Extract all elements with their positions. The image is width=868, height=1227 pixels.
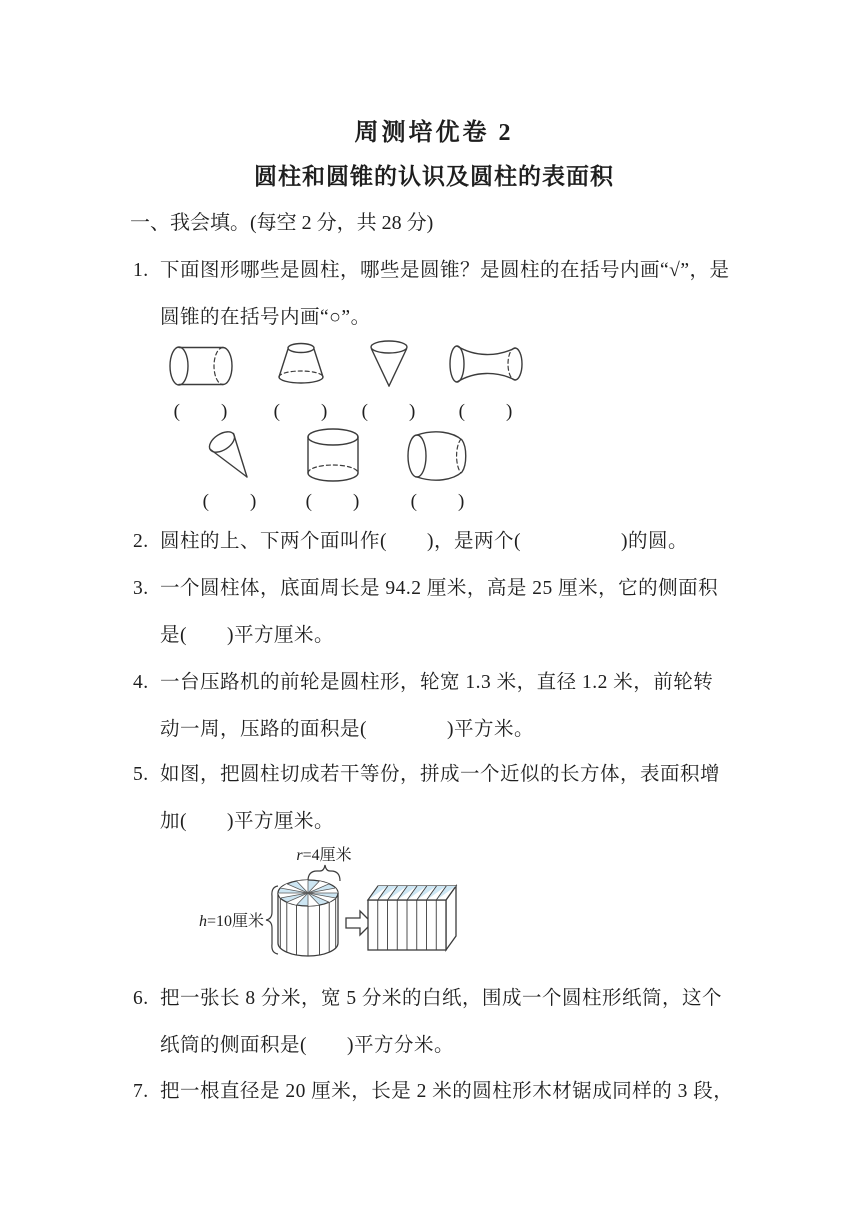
inverted-cone-figure [369, 340, 409, 388]
question-6-text: 把一张长 8 分米，宽 5 分米的白纸，围成一个圆柱形纸筒，这个 [160, 988, 723, 1009]
sector-disc [278, 880, 338, 906]
question-1-text: 下面图形哪些是圆柱，哪些是圆锥？是圆柱的在括号内画“√”，是 [160, 260, 730, 281]
answer-parentheses: ( ) [410, 491, 466, 512]
question-4-line-1 [133, 666, 713, 694]
cylinder-to-cuboid-figure [170, 836, 510, 968]
question-7-text: 把一根直径是 20 厘米，长是 2 米的圆柱形木材锯成同样的 3 段， [160, 1081, 734, 1102]
question-3-number: 3. [133, 578, 149, 599]
question-3-line-1 [133, 572, 718, 600]
radius-bracket [308, 865, 340, 881]
answer-parentheses: ( ) [273, 401, 329, 422]
question-4-line-2: 动一周，压路的面积是( )平方米。 [160, 719, 534, 740]
question-3-line-2: 是( )平方厘米。 [160, 625, 334, 646]
question-4-number: 4. [133, 672, 149, 693]
answer-parentheses: ( ) [202, 491, 258, 512]
page-subtitle: 圆柱和圆锥的认识及圆柱的表面积 [254, 164, 614, 189]
question-1-line-1 [133, 254, 730, 282]
question-6-line-1 [133, 982, 722, 1010]
question-1-line-2: 圆锥的在括号内画“○”。 [160, 307, 371, 328]
question-2-line-1 [133, 525, 688, 553]
barrel-figure [407, 430, 469, 482]
question-6-number: 6. [133, 988, 149, 1009]
section-heading: 一、我会填。(每空 2 分，共 28 分) [130, 212, 434, 234]
tilted-cone-figure [207, 428, 253, 480]
question-5-text: 如图，把圆柱切成若干等份，拼成一个近似的长方体，表面积增 [160, 764, 721, 785]
question-5-line-1 [133, 758, 720, 786]
question-6-line-2: 纸筒的侧面积是( )平方分米。 [160, 1035, 454, 1056]
question-3-text: 一个圆柱体，底面周长是 94.2 厘米，高是 25 厘米，它的侧面积 [160, 578, 719, 599]
wedge-cuboid [368, 886, 456, 950]
question-5-line-2: 加( )平方厘米。 [160, 811, 334, 832]
upright-cylinder-figure [306, 428, 360, 482]
answer-parentheses: ( ) [305, 491, 361, 512]
frustum-figure [276, 341, 326, 385]
height-label: h=10厘米 [198, 913, 264, 930]
question-7-number: 7. [133, 1081, 149, 1102]
answer-parentheses: ( ) [361, 401, 417, 422]
page-title: 周测培优卷 2 [354, 120, 514, 146]
answer-parentheses: ( ) [173, 401, 229, 422]
answer-parentheses: ( ) [458, 401, 514, 422]
concave-spool-figure [449, 344, 523, 384]
radius-label: r=4厘米 [296, 847, 352, 864]
question-7-line-1 [133, 1075, 733, 1103]
lying-cylinder-figure [169, 346, 233, 386]
question-2-number: 2. [133, 531, 149, 552]
height-brace [266, 886, 278, 954]
question-4-text: 一台压路机的前轮是圆柱形，轮宽 1.3 米，直径 1.2 米，前轮转 [160, 672, 714, 693]
question-5-number: 5. [133, 764, 149, 785]
question-1-number: 1. [133, 260, 149, 281]
question-2-text: 圆柱的上、下两个面叫作( )，是两个( )的圆。 [160, 531, 688, 552]
